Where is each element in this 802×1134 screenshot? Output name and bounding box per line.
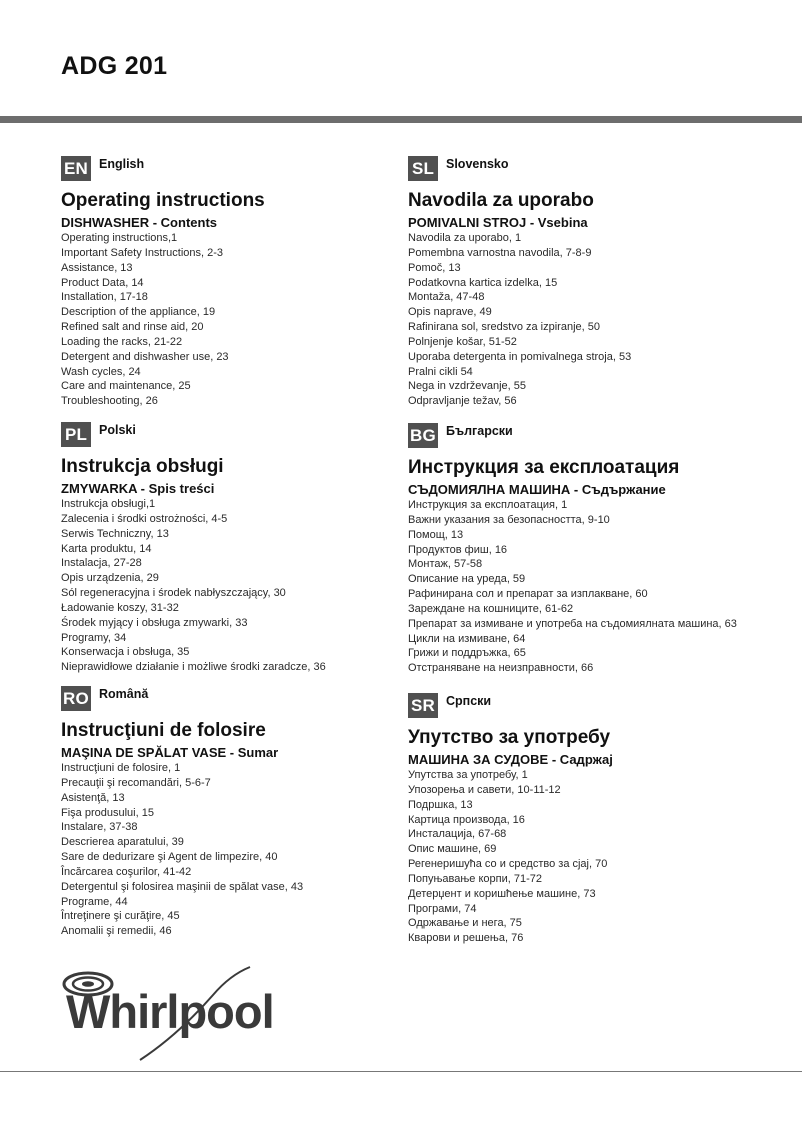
language-badge: RO [61, 686, 91, 711]
list-item: Descrierea aparatului, 39 [61, 836, 184, 849]
list-item: Încărcarea coşurilor, 41-42 [61, 865, 192, 878]
language-name: Polski [99, 423, 136, 437]
list-item: Polnjenje košar, 51-52 [408, 335, 517, 348]
list-item: Попуњавање корпи, 71-72 [408, 872, 543, 885]
bottom-divider [0, 1071, 802, 1072]
whirlpool-logo [60, 965, 290, 1065]
list-item: Opis naprave, 49 [408, 306, 492, 319]
list-item: Opis urządzenia, 29 [61, 572, 159, 585]
list-item: Fişa produsului, 15 [61, 806, 154, 819]
language-name: Slovensko [446, 157, 509, 171]
list-item: Sól regeneracyjna i środek nabłyszczający, 30 [61, 587, 286, 600]
language-name: Română [99, 687, 149, 701]
list-item: Instalacja, 27-28 [61, 557, 142, 570]
list-item: Nieprawidłowe działanie i możliwe środki zaradcze, 36 [61, 661, 326, 674]
section-subtitle: МАШИНА ЗА СУДОВЕ - Садржај [408, 752, 613, 767]
list-item: Asistenţă, 13 [61, 791, 125, 804]
section-title: Operating instructions [61, 190, 265, 211]
language-badge: BG [408, 423, 438, 448]
section-subtitle: СЪДОМИЯЛНА МАШИНА - Съдържание [408, 482, 666, 497]
list-item: Întreţinere şi curăţire, 45 [61, 910, 180, 923]
list-item: Karta produktu, 14 [61, 542, 152, 555]
list-item: Продуктов фиш, 16 [408, 543, 508, 556]
list-item: Programy, 34 [61, 631, 127, 644]
list-item: Instalare, 37-38 [61, 821, 138, 834]
list-item: Programe, 44 [61, 895, 128, 908]
section-subtitle: DISHWASHER - Contents [61, 215, 217, 230]
contents-list [408, 231, 802, 409]
list-item: Wash cycles, 24 [61, 365, 141, 378]
language-name: English [99, 157, 145, 171]
brand-name: Whirlpool [66, 985, 274, 1038]
list-item: Pomembna varnostna navodila, 7-8-9 [408, 246, 592, 259]
language-name: Български [446, 424, 513, 438]
section-title: Упутство за употребу [408, 727, 611, 748]
list-item: Środek myjący i obsługa zmywarki, 33 [61, 616, 248, 629]
list-item: Operating instructions,1 [61, 232, 178, 244]
section-en [61, 156, 396, 409]
list-item: Опис машине, 69 [408, 843, 497, 856]
contents-list [61, 761, 396, 939]
list-item: Инсталација, 67-68 [408, 828, 507, 841]
list-item: Podatkovna kartica izdelka, 15 [408, 276, 558, 289]
list-item: Care and maintenance, 25 [61, 380, 191, 393]
model-title: ADG 201 [61, 52, 168, 80]
list-item: Loading the racks, 21-22 [61, 335, 183, 348]
list-item: Odpravljanje težav, 56 [408, 395, 517, 408]
list-item: Nega in vzdrževanje, 55 [408, 380, 527, 393]
section-subtitle: MAŞINA DE SPĂLAT VASE - Sumar [61, 745, 279, 760]
list-item: Detergentul şi folosirea maşinii de spălat vase, 43 [61, 880, 304, 893]
list-item: Rafinirana sol, sredstvo za izpiranje, 50 [408, 321, 600, 334]
list-item: Installation, 17-18 [61, 291, 148, 304]
list-item: Assistance, 13 [61, 261, 133, 274]
language-name: Српски [446, 694, 492, 708]
list-item: Рафинирана сол и препарат за изплакване, 60 [408, 588, 648, 601]
section-subtitle: POMIVALNI STROJ - Vsebina [408, 215, 588, 230]
list-item: Precauţii şi recomandări, 5-6-7 [61, 776, 211, 789]
list-item: Instrukcja obsługi,1 [61, 498, 156, 510]
section-bg [408, 423, 802, 676]
list-item: Detergent and dishwasher use, 23 [61, 350, 229, 363]
list-item: Подршка, 13 [408, 798, 473, 811]
section-title: Инструкция за експлоатация [408, 457, 680, 478]
list-item: Помощ, 13 [408, 528, 464, 541]
contents-list [61, 497, 396, 675]
contents-list [408, 768, 802, 946]
list-item: Грижи и поддръжка, 65 [408, 647, 526, 660]
list-item: Кварови и решења, 76 [408, 932, 524, 945]
list-item: Pralni cikli 54 [408, 365, 473, 378]
list-item: Програми, 74 [408, 902, 477, 915]
list-item: Serwis Techniczny, 13 [61, 527, 169, 540]
section-title: Instrukcja obsługi [61, 456, 224, 477]
list-item: Детерџент и коришћење машине, 73 [408, 887, 596, 900]
list-item: Product Data, 14 [61, 276, 144, 289]
section-title: Instrucţiuni de folosire [61, 720, 266, 741]
list-item: Description of the appliance, 19 [61, 306, 216, 319]
list-item: Troubleshooting, 26 [61, 395, 158, 408]
section-title: Navodila za uporabo [408, 190, 594, 211]
section-pl [61, 422, 396, 675]
list-item: Упозорења и савети, 10-11-12 [408, 783, 561, 796]
list-item: Important Safety Instructions, 2-3 [61, 246, 224, 259]
list-item: Ładowanie koszy, 31-32 [61, 601, 179, 614]
list-item: Регенеришућа со и средство за сјај, 70 [408, 858, 608, 871]
list-item: Отстраняване на неизправности, 66 [408, 662, 594, 675]
list-item: Uporaba detergenta in pomivalnega stroja, 53 [408, 350, 632, 363]
list-item: Инструкция за експлоатация, 1 [408, 499, 568, 511]
list-item: Konserwacja i obsługa, 35 [61, 646, 190, 659]
language-badge: SR [408, 693, 438, 718]
language-badge: EN [61, 156, 91, 181]
list-item: Pomoč, 13 [408, 261, 461, 274]
contents-list [61, 231, 396, 409]
list-item: Zalecenia i środki ostrożności, 4-5 [61, 512, 228, 525]
section-subtitle: ZMYWARKA - Spis treści [61, 481, 215, 496]
list-item: Описание на уреда, 59 [408, 573, 526, 586]
list-item: Montaža, 47-48 [408, 291, 485, 304]
list-item: Цикли на измиване, 64 [408, 632, 526, 645]
list-item: Navodila za uporabo, 1 [408, 232, 522, 244]
language-badge: PL [61, 422, 91, 447]
section-sr [408, 693, 802, 946]
list-item: Одржавање и нега, 75 [408, 917, 522, 930]
section-ro [61, 686, 396, 939]
list-item: Refined salt and rinse aid, 20 [61, 321, 204, 334]
list-item: Sare de dedurizare şi Agent de limpezire, 40 [61, 851, 278, 864]
top-divider [0, 116, 802, 123]
list-item: Препарат за измиване и употреба на съдомиялната машина, 63 [408, 617, 737, 630]
list-item: Монтаж, 57-58 [408, 558, 483, 571]
list-item: Упутства за употребу, 1 [408, 769, 528, 781]
list-item: Anomalii şi remedii, 46 [61, 925, 172, 938]
language-badge: SL [408, 156, 438, 181]
contents-list [408, 498, 802, 676]
list-item: Важни указания за безопасността, 9-10 [408, 513, 610, 526]
list-item: Зареждане на кошниците, 61-62 [408, 602, 574, 615]
section-sl [408, 156, 802, 409]
list-item: Instrucţiuni de folosire, 1 [61, 762, 181, 774]
list-item: Картица производа, 16 [408, 813, 525, 826]
